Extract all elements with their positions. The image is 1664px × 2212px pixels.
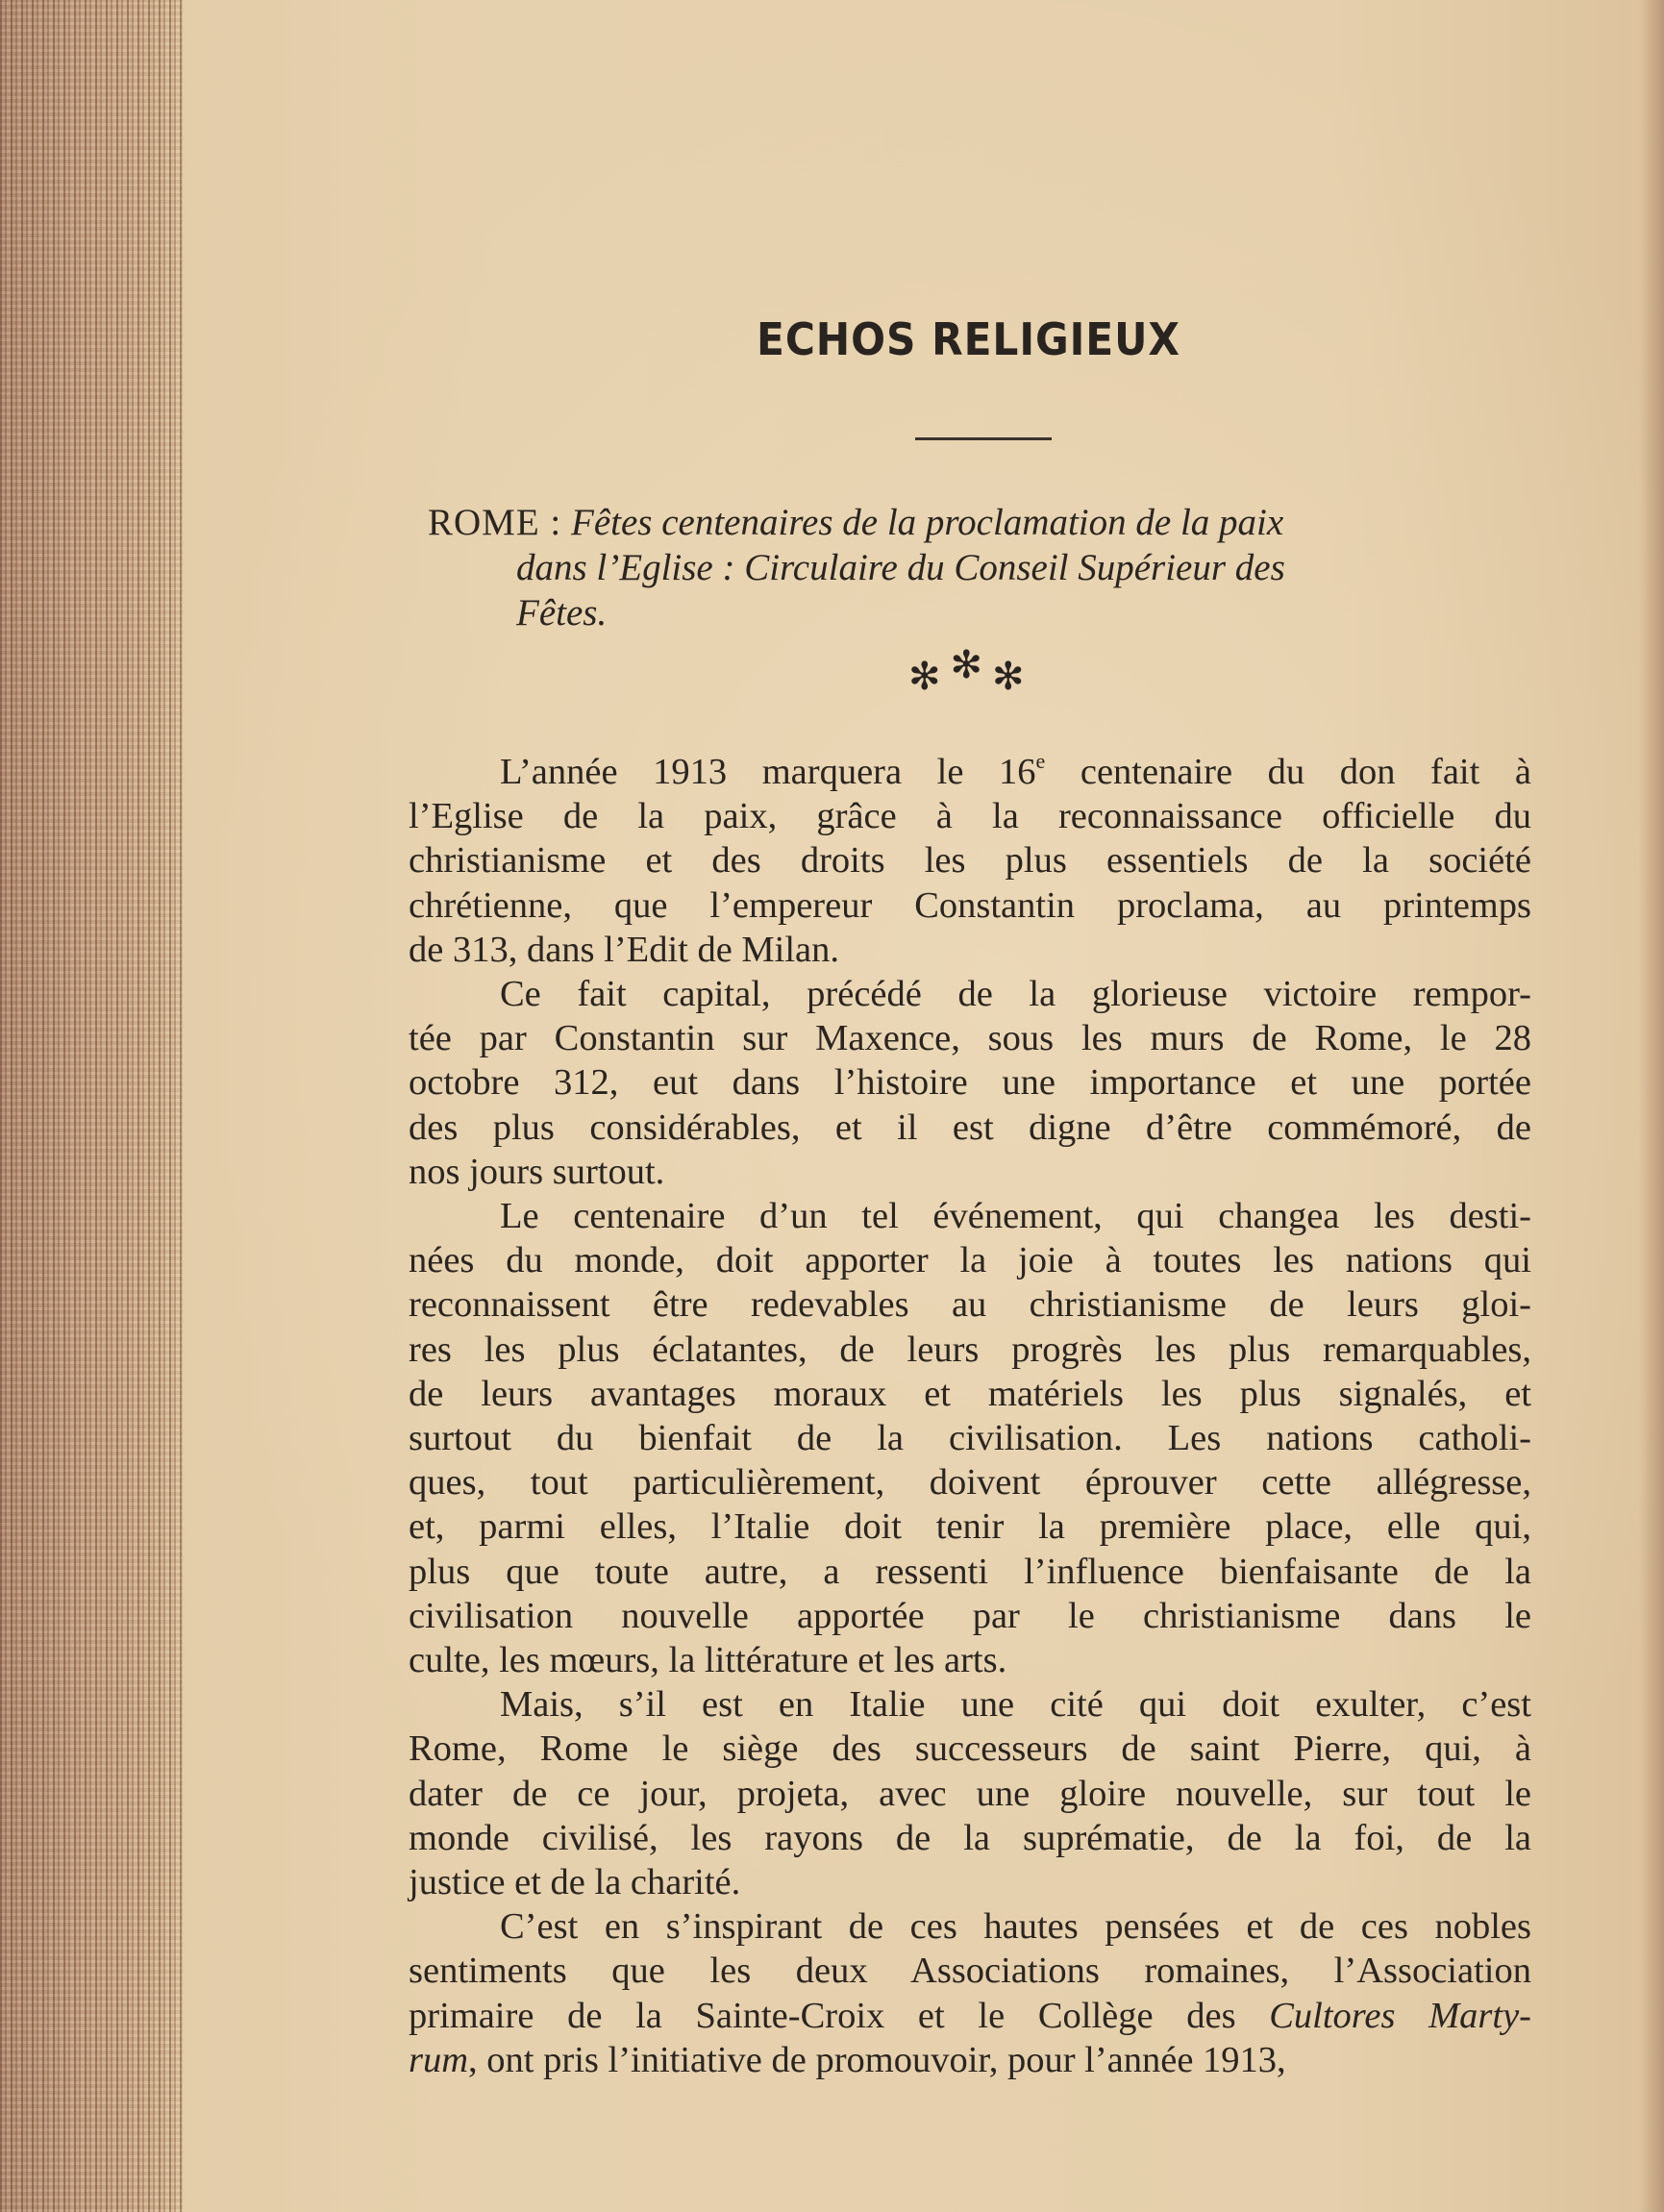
text-segment: Ce fait capital, précédé de la glorieuse victoire rempor- (500, 974, 1531, 1015)
text-segment: monde civilisé, les rayons de la suprématie, de la foi, de la (409, 1817, 1531, 1858)
text-segment: dater de ce jour, projeta, avec une gloire nouvelle, sur tout le (409, 1773, 1531, 1814)
text-segment: plus que toute autre, a ressenti l’influence bienfaisante de la (409, 1551, 1531, 1592)
paragraph (409, 1194, 1531, 1682)
text-line (409, 1772, 1531, 1816)
text-line (409, 1638, 1531, 1682)
text-line (409, 1594, 1531, 1638)
text-line (409, 883, 1531, 928)
paragraph (409, 1682, 1531, 1904)
text-line (409, 1504, 1531, 1549)
text-segment: christianisme et des droits les plus essentiels de la société (409, 840, 1531, 882)
text-segment: sentiments que les deux Associations romaines, l’Association (409, 1951, 1531, 1992)
text-segment: chrétienne, que l’empereur Constantin proclama, au printemps (409, 884, 1531, 926)
paragraph (409, 1904, 1531, 2082)
latin-term: Cultores Marty- (1269, 1995, 1532, 2036)
text-line (409, 972, 1531, 1016)
text-line (409, 1860, 1531, 1904)
text-line (409, 1727, 1531, 1771)
text-segment: Mais, s’il est en Italie une cité qui doit exulter, c’est (500, 1684, 1531, 1726)
text-segment: des plus considérables, et il est digne d’être commémoré, de (409, 1106, 1531, 1148)
text-segment: justice et de la charité. (409, 1862, 741, 1903)
text-line (409, 1282, 1531, 1327)
text-line (409, 1816, 1531, 1860)
book-binding-edge (0, 0, 183, 2212)
ordinal-superscript: e (1035, 749, 1046, 773)
text-line (409, 928, 1531, 972)
heading-label: ROME : (428, 502, 562, 543)
text-line (409, 1060, 1531, 1105)
article-body (409, 750, 1531, 2082)
paragraph (409, 750, 1531, 972)
text-segment: L’année 1913 marquera le 16 (500, 752, 1036, 792)
text-segment: , ont pris l’initiative de promouvoir, pour l’année 1913, (468, 2039, 1286, 2080)
text-line (409, 1106, 1531, 1150)
heading-subject-1: Fêtes centenaires de la proclamation de la paix (571, 502, 1284, 543)
text-line (409, 1016, 1531, 1060)
page-right-edge (1639, 0, 1664, 2212)
text-segment: de leurs avantages moraux et matériels les plus signalés, et (409, 1373, 1531, 1414)
text-segment: et, parmi elles, l’Italie doit tenir la première place, elle qui, (409, 1506, 1531, 1548)
text-line (409, 1460, 1531, 1504)
asterism-separator (908, 643, 1034, 699)
text-segment: ques, tout particulièrement, doivent éprouver cette allégresse, (409, 1462, 1531, 1504)
heading-line-1 (428, 500, 1514, 545)
paragraph (409, 972, 1531, 1194)
text-line (409, 1994, 1531, 2038)
text-line (409, 838, 1531, 882)
text-line (409, 1416, 1531, 1460)
asterism-star-right: ✻ (992, 655, 1034, 698)
heading-line-2: dans l’Eglise : Circulaire du Conseil Supérieur des (516, 547, 1285, 588)
asterism-star-left: ✻ (908, 655, 951, 698)
text-segment: surtout du bienfait de la civilisation. Les nations catholi- (409, 1418, 1531, 1459)
text-segment: culte, les mœurs, la littérature et les arts. (409, 1640, 1007, 1681)
asterism-star-middle: ✻ (950, 643, 993, 686)
text-segment: l’Eglise de la paix, grâce à la reconnaissance officielle du (409, 796, 1531, 837)
text-segment: nos jours surtout. (409, 1151, 665, 1192)
text-line (409, 750, 1531, 794)
text-line (409, 794, 1531, 838)
text-line (409, 1682, 1531, 1727)
text-segment: nées du monde, doit apporter la joie à toutes les nations qui (409, 1240, 1531, 1281)
text-line (409, 2038, 1531, 2082)
text-segment: Rome, Rome le siège des successeurs de saint Pierre, qui, à (409, 1728, 1531, 1770)
text-segment: primaire de la Sainte-Croix et le Collège des (409, 1995, 1270, 2036)
text-line (409, 1904, 1531, 1949)
text-segment: reconnaissent être redevables au christianisme de leurs gloi- (409, 1284, 1531, 1326)
text-segment: Le centenaire d’un tel événement, qui changea les desti- (500, 1196, 1531, 1237)
text-line (409, 1372, 1531, 1416)
text-segment: octobre 312, eut dans l’histoire une importance et une portée (409, 1062, 1531, 1104)
text-line (409, 1328, 1531, 1372)
text-segment: civilisation nouvelle apportée par le christianisme dans le (409, 1595, 1531, 1636)
text-line (409, 1194, 1531, 1238)
latin-term: rum (409, 2039, 469, 2080)
text-segment: de 313, dans l’Edit de Milan. (409, 929, 840, 970)
text-line (409, 1550, 1531, 1594)
text-segment: tée par Constantin sur Maxence, sous les murs de Rome, le 28 (409, 1018, 1531, 1059)
text-segment: res les plus éclatantes, de leurs progrès les plus remarquables, (409, 1329, 1531, 1370)
page-title: ECHOS RELIGIEUX (757, 313, 1180, 365)
section-heading (428, 500, 1514, 635)
text-line (409, 1238, 1531, 1282)
text-segment: centenaire du don fait à (1045, 752, 1531, 792)
text-line (409, 1150, 1531, 1194)
text-segment: C’est en s’inspirant de ces hautes pensées et de ces nobles (500, 1906, 1531, 1948)
text-line (409, 1949, 1531, 1993)
title-rule (915, 437, 1052, 440)
heading-line-3: Fêtes. (516, 592, 608, 634)
